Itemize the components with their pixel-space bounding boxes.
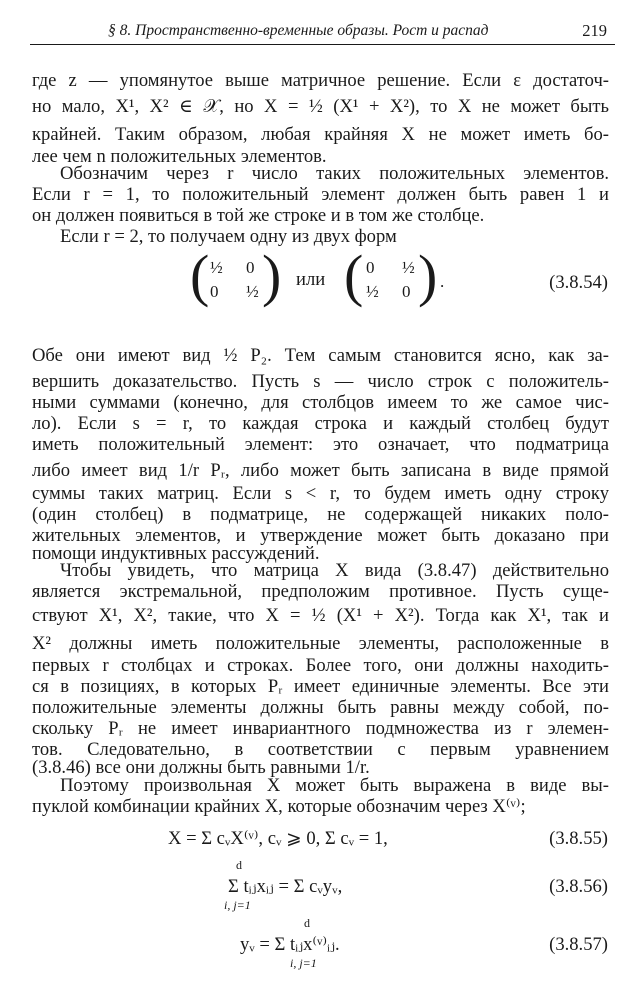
matrix-cell: ½ [210, 258, 223, 277]
equation-number: (3.8.56) [549, 876, 608, 897]
text-line: помощи индуктивных рассуждений. [32, 543, 320, 564]
text-line: но мало, X¹, X² ∈ 𝒳, но X = ½ (X¹ + X²), то X не может быть [32, 96, 609, 117]
text-line: Поэтому произвольная X может быть выражена в виде вы- [60, 775, 609, 796]
equation-number: (3.8.57) [549, 934, 608, 955]
text-line: (3.8.46) все они должны быть равными 1/r. [32, 757, 370, 778]
matrix-cell: 0 [246, 258, 255, 277]
text-line: Если r = 1, то положительный элемент должен быть равен 1 и [32, 184, 609, 205]
text-line: ся в позициях, в которых Pᵣ имеет единичные элементы. Все эти [32, 676, 609, 697]
text-line: скольку Pᵣ не имеет инвариантного подмножества из r элемен- [32, 718, 609, 739]
text-line: Обе они имеют вид ½ P₂. Тем самым становится ясно, как за- [32, 345, 609, 366]
sum-lower-limit: i, j=1 [224, 898, 251, 912]
equation: yᵥ = Σ tᵢⱼx⁽ᵛ⁾ᵢⱼ. [240, 934, 340, 955]
matrix-equation [190, 243, 450, 310]
page-number: 219 [582, 21, 607, 40]
matrix-cell: 0 [366, 258, 375, 277]
text-line: первых r столбцах и строках. Более того, они должны находить- [32, 655, 609, 676]
equation-number: (3.8.54) [549, 272, 608, 293]
text-line: крайней. Таким образом, любая крайняя X не может иметь бо- [32, 124, 609, 145]
text-line: ными суммами (конечно, для столбцов имеем то же самое чис- [32, 392, 609, 413]
page-header [30, 18, 615, 45]
matrix-cell: ½ [402, 258, 415, 277]
right-paren: ) [262, 243, 282, 308]
text-line: (один столбец) в подматрице, не содержащей никаких поло- [32, 504, 609, 525]
or-word: или [296, 269, 326, 290]
text-line: тов. Следовательно, в соответствии с первым уравнением [32, 739, 609, 760]
text-line: ствуют X¹, X², такие, что X = ½ (X¹ + X²). Тогда как X¹, так и [32, 605, 609, 626]
text-line: пуклой комбинации крайних X, которые обозначим через X⁽ᵛ⁾; [32, 796, 526, 817]
text-line: либо имеет вид 1/r Pᵣ, либо может быть записана в виде прямой [32, 460, 609, 481]
left-paren: ( [190, 243, 210, 308]
matrix-cell: 0 [210, 282, 219, 301]
text-line: Чтобы увидеть, что матрица X вида (3.8.47) действительно [60, 560, 609, 581]
sum-lower-limit: i, j=1 [290, 956, 317, 970]
text-line: вершить доказательство. Пусть s — число строк с положитель- [32, 371, 609, 392]
text-line: где z — упомянутое выше матричное решение. Если ε достаточ- [32, 70, 609, 91]
sum-upper-limit: d [236, 858, 242, 872]
left-paren: ( [344, 243, 364, 308]
sum-upper-limit: d [304, 916, 310, 930]
matrix-cell: ½ [246, 282, 259, 301]
text-line: он должен появиться в той же строке и в том же столбце. [32, 205, 485, 226]
equation: Σ tᵢⱼxᵢⱼ = Σ cᵥyᵥ, [228, 876, 343, 897]
text-line: является экстремальной, предположим противное. Пусть суще- [32, 581, 609, 602]
text-line: суммы таких матриц. Если s < r, то будем иметь одну строку [32, 483, 609, 504]
text-line: положительные элементы должны быть равны между собой, по- [32, 697, 609, 718]
text-line: ло). Если s = r, то каждая строка и каждый столбец будут [32, 413, 609, 434]
matrix-cell: 0 [402, 282, 411, 301]
text-line: иметь положительный элемент: это означает, что подматрица [32, 434, 609, 455]
text-line: Если r = 2, то получаем одну из двух форм [60, 226, 397, 247]
running-title: § 8. Пространственно-временные образы. Рост и распад [108, 22, 489, 39]
equation: X = Σ cᵥX⁽ᵛ⁾, cᵥ ⩾ 0, Σ cᵥ = 1, [168, 828, 388, 849]
matrix-cell: ½ [366, 282, 379, 301]
equation-period: . [440, 272, 445, 291]
text-line: X² должны иметь положительные элементы, расположенные в [32, 633, 609, 654]
right-paren: ) [418, 243, 438, 308]
text-line: Обозначим через r число таких положительных элементов. [60, 163, 609, 184]
text-line: лее чем n положительных элементов. [32, 146, 327, 167]
text-line: жительных элементов, и утверждение может быть доказано при [32, 525, 609, 546]
equation-number: (3.8.55) [549, 828, 608, 849]
